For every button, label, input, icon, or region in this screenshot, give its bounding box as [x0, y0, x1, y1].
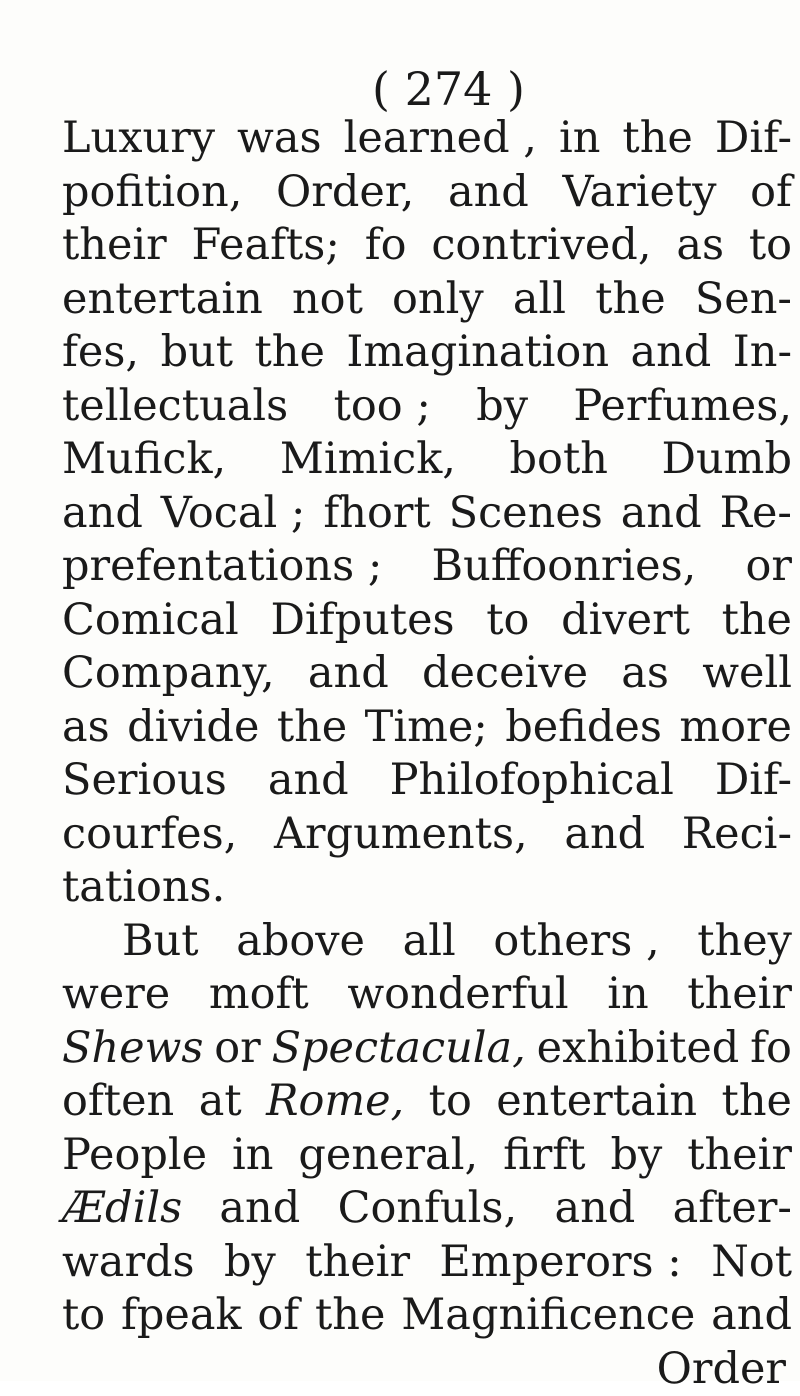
word: and — [62, 487, 143, 541]
word: as — [676, 219, 724, 273]
word: Magnificence — [401, 1289, 695, 1343]
word: Mimick, — [280, 433, 456, 487]
word: their — [305, 1236, 410, 1290]
word: contrived, — [431, 219, 651, 273]
catchword: Order — [657, 1343, 786, 1396]
word: tellectuals — [62, 380, 288, 434]
word: was — [237, 112, 322, 166]
word: to — [486, 594, 529, 648]
word: Confuls, — [338, 1182, 518, 1236]
text-line — [62, 380, 792, 434]
word-italic: Spectacula, — [272, 1022, 526, 1076]
word: others , — [493, 915, 659, 969]
word: Philofophical — [390, 754, 674, 808]
text-line — [62, 273, 792, 327]
word: to — [429, 1075, 472, 1129]
word: in — [232, 1129, 273, 1183]
word: moft — [209, 968, 309, 1022]
word: Re- — [720, 487, 792, 541]
text-line — [62, 540, 792, 594]
text-line — [62, 326, 792, 380]
word: their — [62, 219, 167, 273]
word: Variety — [562, 166, 716, 220]
text-line — [62, 112, 792, 166]
word: Scenes — [449, 487, 603, 541]
word: Time; — [365, 701, 488, 755]
word: wards — [62, 1236, 195, 1290]
text-line — [62, 1236, 792, 1290]
word: as — [62, 701, 110, 755]
word: too ; — [334, 380, 431, 434]
word: and — [219, 1182, 300, 1236]
text-line — [62, 487, 792, 541]
word: fhort — [323, 487, 430, 541]
word: they — [697, 915, 792, 969]
word: and — [621, 487, 702, 541]
word: Emperors : — [439, 1236, 681, 1290]
word: the — [255, 326, 325, 380]
word: and — [564, 808, 645, 862]
word: tations. — [62, 861, 225, 915]
word: or — [214, 1022, 260, 1076]
word: divide — [127, 701, 259, 755]
word: and — [308, 647, 389, 701]
word: the — [722, 594, 792, 648]
word: Serious — [62, 754, 227, 808]
word: but — [161, 326, 234, 380]
text-line — [62, 968, 792, 1022]
word: Dumb — [662, 433, 792, 487]
word: People — [62, 1129, 207, 1183]
word: the — [595, 273, 665, 327]
word: as — [621, 647, 669, 701]
word: and — [268, 754, 349, 808]
word: Dif- — [715, 112, 792, 166]
word: Reci- — [682, 808, 792, 862]
word: the — [277, 701, 347, 755]
word: the — [315, 1289, 385, 1343]
text-line — [62, 701, 792, 755]
body-text — [62, 112, 792, 1396]
text-line — [62, 1075, 792, 1129]
word: befides — [505, 701, 662, 755]
word: all — [403, 915, 456, 969]
word: fo — [365, 219, 407, 273]
word: Dif- — [715, 754, 792, 808]
word: the — [622, 112, 692, 166]
word: But — [122, 915, 199, 969]
word: entertain — [62, 273, 263, 327]
word: Mufick, — [62, 433, 226, 487]
word: above — [236, 915, 365, 969]
word: and — [448, 166, 529, 220]
word: in — [607, 968, 648, 1022]
word: pofition, — [62, 166, 242, 220]
word: Feafts; — [192, 219, 340, 273]
word: In- — [733, 326, 792, 380]
text-line — [62, 1289, 792, 1343]
text-line — [62, 808, 792, 862]
word: only — [392, 273, 484, 327]
word: Luxury — [62, 112, 215, 166]
word-italic: Rome, — [266, 1075, 404, 1129]
word: in — [559, 112, 600, 166]
word: Imagination — [346, 326, 609, 380]
word: Arguments, — [274, 808, 528, 862]
word: by — [224, 1236, 276, 1290]
text-line — [62, 166, 792, 220]
word: Not — [711, 1236, 792, 1290]
text-line — [62, 219, 792, 273]
word: Perfumes, — [573, 380, 792, 434]
word: exhibited — [537, 1022, 740, 1076]
word: more — [679, 701, 792, 755]
word: divert — [561, 594, 690, 648]
word: Comical — [62, 594, 239, 648]
word: fes, — [62, 326, 139, 380]
word: Difputes — [270, 594, 454, 648]
word: their — [687, 1129, 792, 1183]
page-number: ( 274 ) — [372, 64, 525, 114]
word: of — [257, 1289, 299, 1343]
word: deceive — [422, 647, 588, 701]
word: not — [292, 273, 363, 327]
word: learned , — [344, 112, 537, 166]
text-line — [62, 647, 792, 701]
word: prefentations ; — [62, 540, 382, 594]
word: and — [554, 1182, 635, 1236]
word: at — [199, 1075, 242, 1129]
catchword-line — [62, 1343, 792, 1396]
word: Order, — [276, 166, 414, 220]
text-line — [62, 1022, 792, 1076]
word: by — [610, 1129, 662, 1183]
word: often — [62, 1075, 174, 1129]
word-italic: Ædils — [62, 1182, 182, 1236]
word: of — [750, 166, 792, 220]
word: Vocal ; — [161, 487, 306, 541]
word: or — [746, 540, 792, 594]
word: wonderful — [347, 968, 568, 1022]
text-line-paragraph-start — [62, 915, 792, 969]
word: to — [749, 219, 792, 273]
word: general, — [298, 1129, 478, 1183]
text-line — [62, 1129, 792, 1183]
word: and — [630, 326, 711, 380]
word: and — [711, 1289, 792, 1343]
word: Company, — [62, 647, 275, 701]
word: their — [687, 968, 792, 1022]
word: all — [513, 273, 566, 327]
word: by — [476, 380, 528, 434]
word: after- — [673, 1182, 792, 1236]
word: fpeak — [121, 1289, 242, 1343]
word-italic: Shews — [62, 1022, 203, 1076]
text-line — [62, 594, 792, 648]
text-line — [62, 433, 792, 487]
word: firft — [503, 1129, 585, 1183]
text-line — [62, 861, 792, 915]
word: Sen- — [695, 273, 792, 327]
word: entertain — [496, 1075, 697, 1129]
word: the — [722, 1075, 792, 1129]
word: fo — [750, 1022, 792, 1076]
text-line — [62, 1182, 792, 1236]
text-line — [62, 754, 792, 808]
word: were — [62, 968, 170, 1022]
word: to — [62, 1289, 105, 1343]
word: both — [510, 433, 608, 487]
word: well — [702, 647, 792, 701]
word: courfes, — [62, 808, 237, 862]
word: Buffoonries, — [432, 540, 697, 594]
